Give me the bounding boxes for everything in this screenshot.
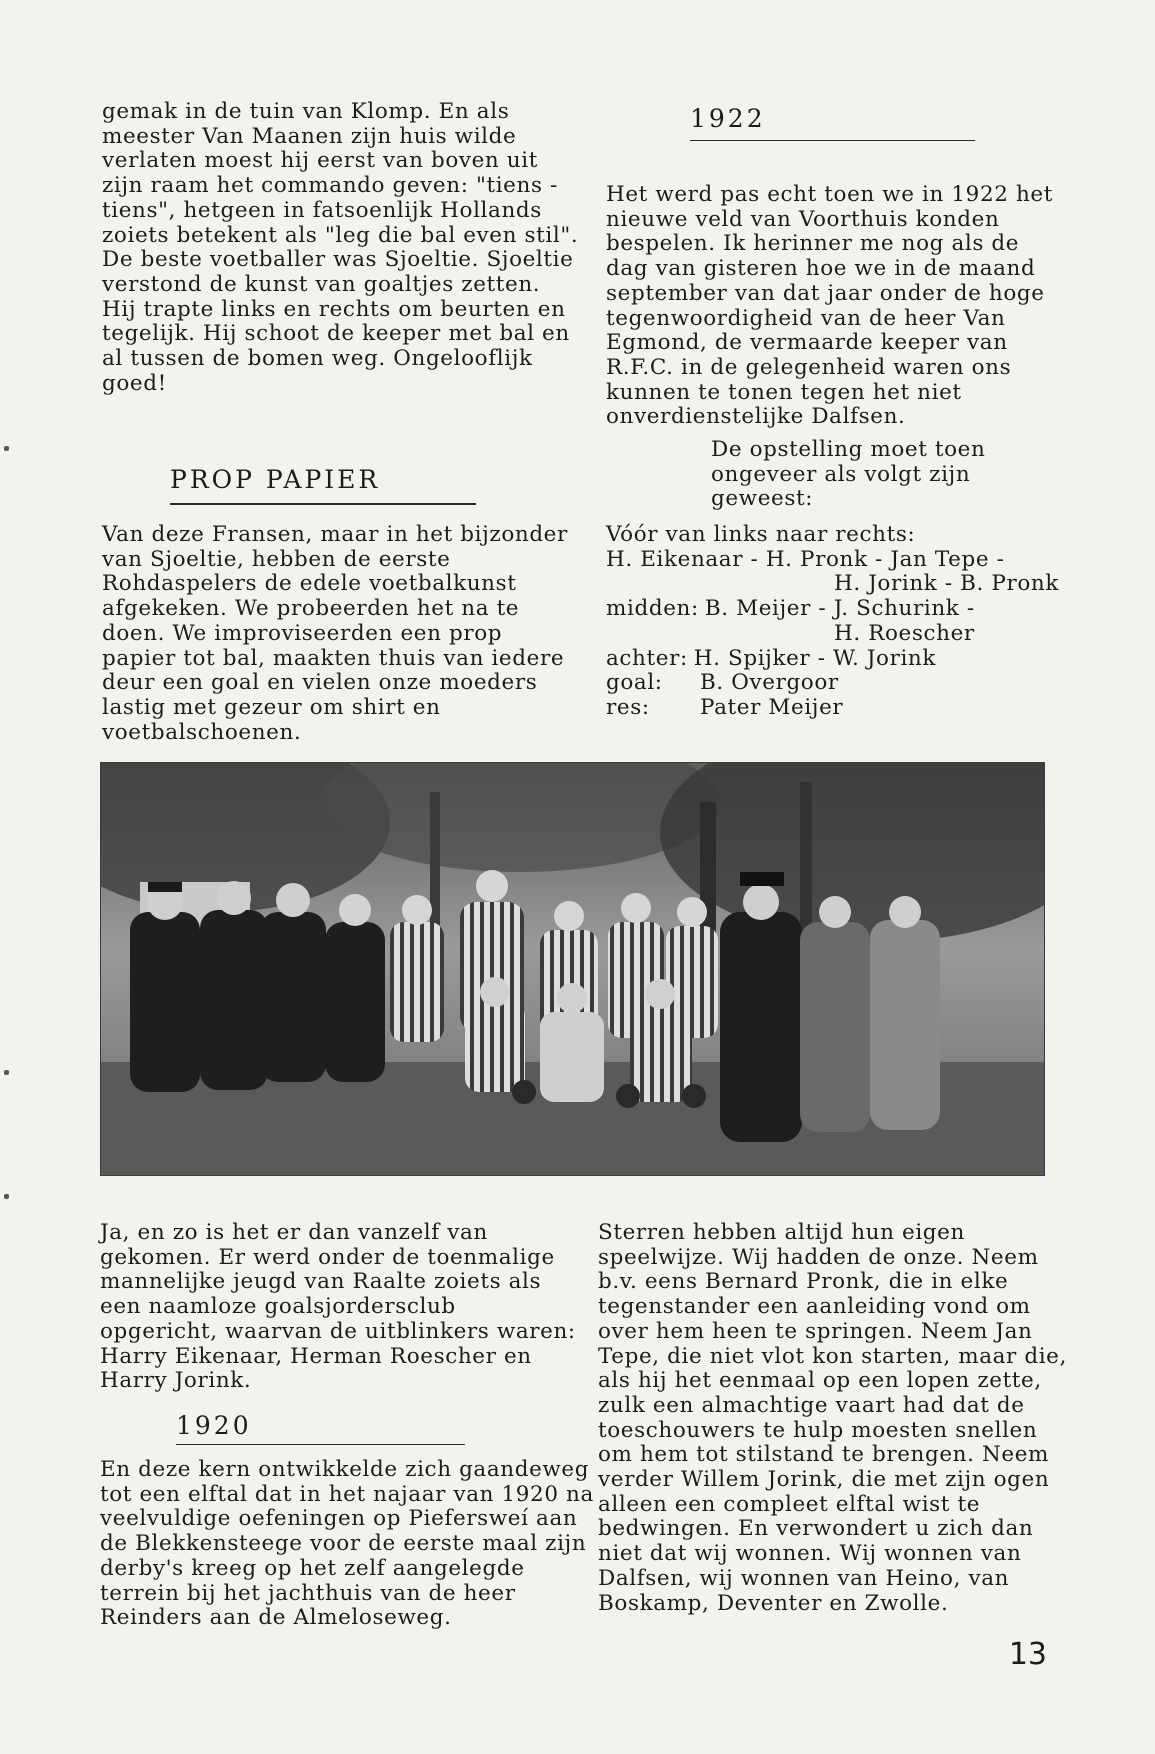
left-bottom-column: [100, 1221, 576, 1394]
prop-papier-column: [102, 523, 580, 745]
lineup-goal-row: [606, 671, 1066, 696]
prop-papier-heading: PROP PAPIER: [170, 465, 381, 494]
lineup-goal-label: goal:: [606, 670, 663, 696]
section-1920-column: [100, 1458, 596, 1631]
lineup: [606, 523, 1066, 721]
paragraph-1920: En deze kern ontwikkelde zich gaandeweg tot een elftal dat in het najaar van 1920 na veelvuldige oefeningen op Piefersweí aan de Blekkensteege voor de eerste maal zijn derby's kreeg op het zelf aangelegde terrein bij het jachthuis van de heer Reinders aan de Almeloseweg.: [100, 1457, 594, 1631]
standouts-paragraph: Harry Eikenaar, Herman Roescher en Harry Jorink.: [100, 1343, 532, 1394]
margin-speck: [4, 446, 9, 451]
heading-1920-block: [176, 1411, 252, 1441]
lineup-res-row: [606, 696, 1066, 721]
lineup-res-label: res:: [606, 694, 650, 720]
stars-paragraph: Sterren hebben altijd hun eigen speelwijze. Wij hadden de onze. Neem b.v. eens Bernard Pronk, die in elke tegenstander een aanleiding vond om over hem heen te springen. Neem Jan Tepe, die niet vlot kon starten, maar die, als hij het eenmaal op een lopen zette, zulk een almachtige vaart had dat de toeschouwers te hulp moesten snellen om hem tot stilstand te brengen. Neem verder Willem Jorink, die met zijn ogen alleen een compleet elftal wist te bedwingen. En verwondert u zich dan niet dat wij wonnen. Wij wonnen van Dalfsen, wij wonnen van Heino, van Boskamp, Deventer en Zwolle.: [598, 1220, 1067, 1616]
lineup-front-line1: H. Eikenaar - H. Pronk - Jan Tepe -: [606, 546, 1005, 572]
lineup-intro: De opstelling moet toen ongeveer als volgt zijn geweest:: [711, 437, 986, 512]
lineup-achter-row: [606, 647, 1066, 672]
left-top-column: [102, 100, 580, 396]
sjoeltie-paragraph: De beste voetballer was Sjoeltie. Sjoeltie verstond de kunst van goaltjes zetten. Hij trapte links en rechts om beurten en tegelijk. Hij schoot de keeper met bal en al tussen de bomen weg. Ongelooflijk goed!: [102, 247, 574, 396]
goalsjorders-paragraph: Ja, en zo is het er dan vanzelf van gekomen. Er werd onder de toenmalige mannelijke jeugd van Raalte zoiets als een naamloze goalsjordersclub opgericht, waarvan de uitblinkers waren:: [100, 1220, 576, 1344]
lineup-midden-line1: B. Meijer - J. Schurink -: [704, 596, 975, 622]
lineup-midden-row: [606, 597, 1066, 622]
lineup-achter-label: achter:: [606, 645, 688, 671]
heading-1920: 1920: [176, 1411, 252, 1440]
rule-1920: [176, 1444, 465, 1445]
lineup-front-label: Vóór van links naar rechts:: [606, 522, 916, 547]
team-photograph: [100, 762, 1045, 1176]
margin-speck: [4, 1070, 9, 1075]
paragraph-1922: Het werd pas echt toen we in 1922 het nieuwe veld van Voorthuis konden bespelen. Ik herinner me nog als de dag van gisteren hoe we in de maand september van dat jaar onder de hoge tegenwoordigheid van de heer Van Egmond, de vermaarde keeper van R.F.C. in de gelegenheid waren ons kunnen te tonen tegen het niet onverdienstelijke Dalfsen.: [606, 182, 1053, 430]
prop-papier-rule: [170, 503, 476, 505]
right-bottom-column: [598, 1221, 1076, 1616]
lineup-goal-value: B. Overgoor: [700, 670, 839, 696]
team-photo-illustration: [100, 762, 1045, 1176]
margin-speck: [4, 1194, 9, 1199]
lineup-midden-line2: H. Roescher: [834, 620, 975, 646]
intro-paragraph: gemak in de tuin van Klomp. En als meester Van Maanen zijn huis wilde verlaten moest hij eerst van boven uit zijn raam het commando geven: "tiens - tiens", hetgeen in fatsoenlijk Hollands zoiets betekent als "leg die bal even stil".: [102, 99, 579, 248]
lineup-front-line2: H. Jorink - B. Pronk: [834, 571, 1059, 597]
heading-1922: 1922: [690, 104, 766, 133]
lineup-res-value: Pater Meijer: [700, 694, 844, 720]
heading-1922-block: [690, 104, 766, 134]
lineup-midden-label: midden:: [606, 596, 699, 622]
rule-1922: [690, 140, 975, 141]
prop-papier-paragraph: Van deze Fransen, maar in het bijzonder van Sjoeltie, hebben de eerste Rohdaspelers de edele voetbalkunst afgekeken. We probeerden het na te doen. We improviseerden een prop papier tot bal, maakten thuis van iedere deur een goal en vielen onze moeders lastig met gezeur om shirt en voetbalschoenen.: [102, 522, 568, 745]
lineup-achter-value: H. Spijker - W. Jorink: [693, 645, 937, 671]
prop-papier-heading-block: [170, 465, 380, 495]
page-number: 13: [1008, 1637, 1047, 1672]
right-top-column: [606, 183, 1066, 512]
